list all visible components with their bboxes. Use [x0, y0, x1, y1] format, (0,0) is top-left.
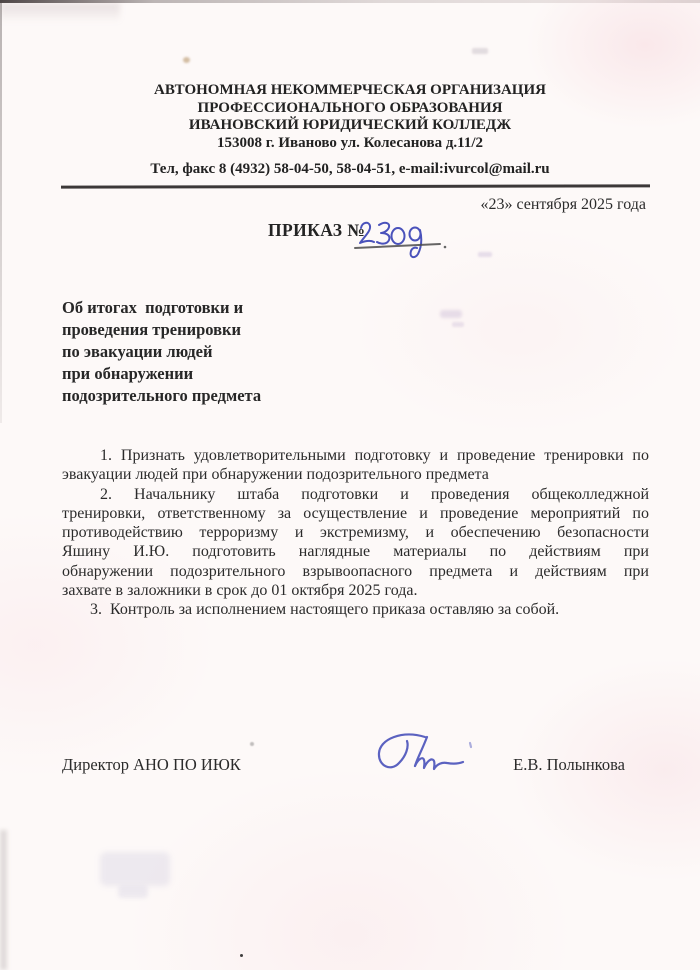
body-line: обнаружении подозрительного взрывоопасного предмета и действиям при	[62, 562, 649, 580]
org-name-line: ИВАНОВСКИЙ ЮРИДИЧЕСКИЙ КОЛЛЕДЖ	[188, 117, 512, 134]
scan-shadow-top-left	[0, 3, 120, 29]
scan-edge-left-bottom	[0, 830, 7, 970]
body-line: противодействию терроризму и экстремизму, и обеспечению безопасности	[62, 524, 649, 542]
org-name-line: АВТОНОМНАЯ НЕКОММЕРЧЕСКАЯ ОРГАНИЗАЦИЯ	[154, 82, 546, 98]
order-subject	[62, 297, 332, 407]
subject-line: Об итогах подготовки и	[62, 298, 244, 317]
signatory-name: Е.В. Полынкова	[513, 755, 625, 774]
signatory-position: Директор АНО ПО ИЮК	[62, 755, 241, 774]
scan-speck	[100, 852, 170, 886]
body-line: 3. Контроль за исполнением настоящего приказа оставляю за собой.	[90, 601, 560, 619]
body-line: Яшину И.Ю. подготовить наглядные материалы по действиям при	[62, 543, 649, 561]
scan-speck	[240, 954, 243, 957]
order-body	[62, 446, 649, 620]
scan-speck	[440, 310, 462, 318]
order-date: «23» сентября 2025 года	[480, 196, 646, 213]
subject-line: по эвакуации людей	[62, 342, 213, 361]
scan-speck	[250, 742, 254, 746]
header-divider-rule	[61, 184, 650, 188]
handwritten-order-number	[354, 218, 454, 264]
scan-speck	[118, 886, 148, 898]
body-line: 1. Признать удовлетворительными подготовку и проведение тренировки по	[100, 447, 649, 464]
signature-row	[62, 755, 625, 775]
order-label: ПРИКАЗ №	[268, 220, 366, 240]
org-address-line: 153008 г. Иваново ул. Колесанова д.11/2	[216, 134, 484, 151]
scan-speck	[183, 57, 190, 63]
scan-speck	[478, 252, 492, 257]
scan-speck	[452, 322, 464, 327]
org-contact-line: Тел, факс 8 (4932) 58-04-50, 58-04-51, e-mail:ivurcol@mail.ru	[150, 161, 550, 178]
body-line: захвате в заложники в срок до 01 октября 2025 года.	[62, 582, 418, 600]
order-title	[268, 220, 365, 241]
body-line: 2. Начальнику штаба подготовки и проведения общеколледжной	[100, 485, 649, 503]
body-line: тренировки, ответственному за осуществление и проведение мероприятий по	[62, 504, 649, 522]
subject-line: при обнаружении	[62, 364, 194, 383]
body-line: эвакуации людей при обнаружении подозрительного предмета	[62, 466, 489, 484]
subject-line: проведения тренировки	[62, 320, 242, 339]
organization-header	[0, 82, 700, 179]
org-name-line: ПРОФЕССИОНАЛЬНОГО ОБРАЗОВАНИЯ	[197, 99, 503, 116]
scan-edge-left	[0, 3, 2, 423]
scan-speck	[472, 48, 488, 54]
subject-line: подозрительного предмета	[62, 386, 262, 405]
